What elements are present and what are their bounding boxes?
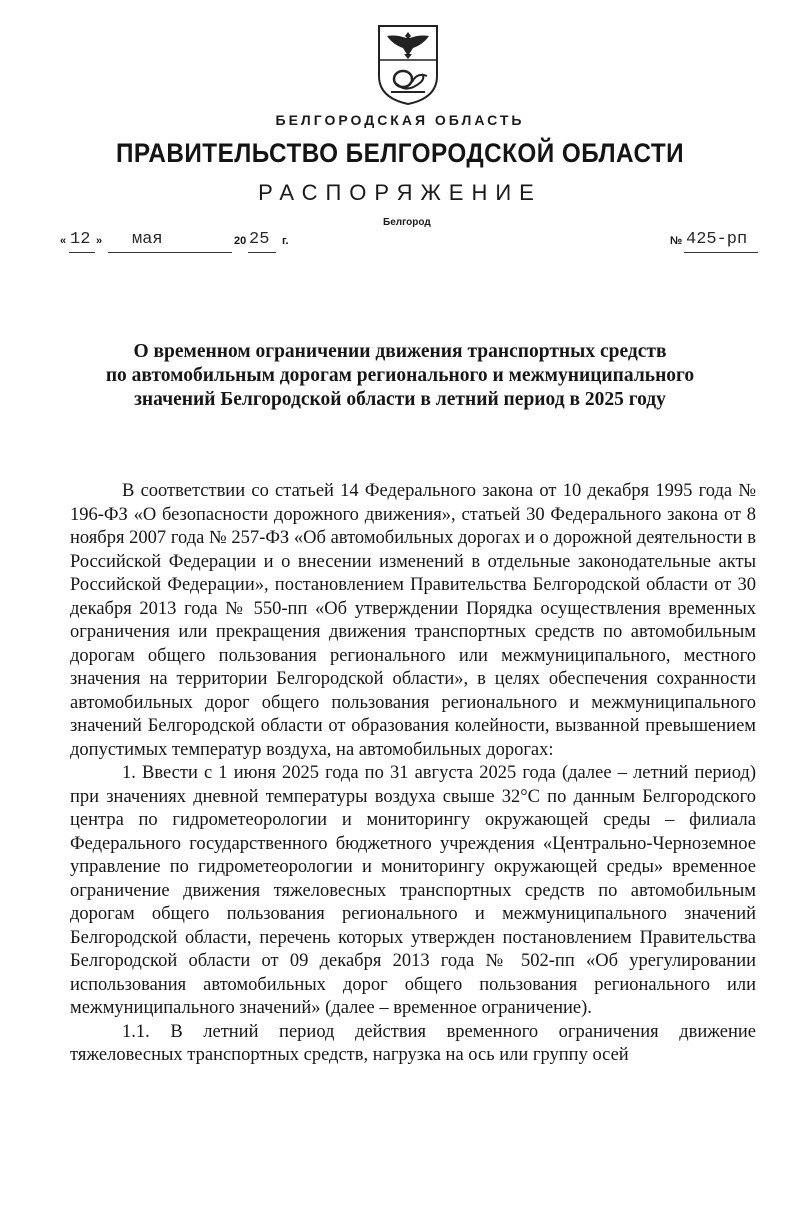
date-day: 12	[70, 230, 91, 249]
date-year-prefix: 20	[234, 235, 247, 247]
year-underline	[248, 252, 276, 253]
number-sign: №	[670, 235, 683, 247]
date-year-suffix: 25	[249, 230, 270, 249]
document-title	[80, 340, 720, 412]
date-month: мая	[132, 230, 163, 249]
number-underline	[684, 252, 758, 253]
date-year-abbr: г.	[282, 235, 289, 247]
title-line-3: значений Белгородской области в летний период в 2025 году	[134, 389, 666, 410]
date-open-quote: «	[60, 235, 67, 247]
document-body	[70, 480, 756, 1068]
document-number: 425-рп	[686, 230, 748, 249]
region-name: БЕЛГОРОДСКАЯ ОБЛАСТЬ	[275, 112, 525, 128]
title-line-2: по автомобильным дорогам регионального и межмуниципального	[105, 365, 695, 386]
government-name: ПРАВИТЕЛЬСТВО БЕЛГОРОДСКОЙ ОБЛАСТИ	[115, 138, 685, 168]
document-type: РАСПОРЯЖЕНИЕ	[258, 180, 542, 205]
item-1-paragraph: 1. Ввести с 1 июня 2025 года по 31 августа 2025 года (далее – летний период) при значениях дневной температуры воздуха свыше 32°С по данным Белгородского центра по гидрометеорологии и мониторингу окружающей среды – филиала Федерального государственного бюджетного учреждения «Центрально-Черноземное управление по гидрометеорологии и мониторингу окружающей среды» временное ограничение движения тяжеловесных транспортных средств по автомобильным дорогам общего пользования регионального и межмуниципального значений Белгородской области, перечень которых утвержден постановлением Правительства Белгородской области от 09 декабря 2013 года № 502-пп «Об урегулировании использования автомобильных дорог общего пользования регионального или межмуниципального значений» (далее – временное ограничение).	[70, 763, 756, 1018]
preamble-paragraph: В соответствии со статьей 14 Федерального закона от 10 декабря 1995 года № 196-ФЗ «О безопасности дорожного движения», статьей 30 Федерального закона от 8 ноября 2007 года № 257-ФЗ «Об автомобильных дорогах и о дорожной деятельности в Российской Федерации и о внесении изменений в отдельные законодательные акты Российской Федерации», постановлением Правительства Белгородской области от 30 декабря 2013 года № 550-пп «Об утверждении Порядка осуществления временных ограничения или прекращения движения транспортных средств по автомобильным дорогам общего пользования регионального или межмуниципального, местного значения на территории Белгородской области», в целях обеспечения сохранности автомобильных дорог общего пользования регионального и межмуниципального значений Белгородской области от образования колейности, вызванной превышением допустимых температур воздуха, на автомобильных дорогах:	[70, 481, 756, 760]
day-underline	[69, 252, 95, 253]
title-line-1: О временном ограничении движения транспортных средств	[133, 341, 667, 362]
month-underline	[108, 252, 232, 253]
coat-of-arms-emblem	[377, 24, 439, 106]
date-number-line	[60, 230, 760, 259]
date-close-quote: »	[96, 235, 103, 247]
item-1-1-paragraph: 1.1. В летний период действия временного ограничения движение тяжеловесных транспортных средств, нагрузка на ось или группу осей	[70, 1021, 756, 1065]
city-name: Белгород	[383, 217, 431, 228]
